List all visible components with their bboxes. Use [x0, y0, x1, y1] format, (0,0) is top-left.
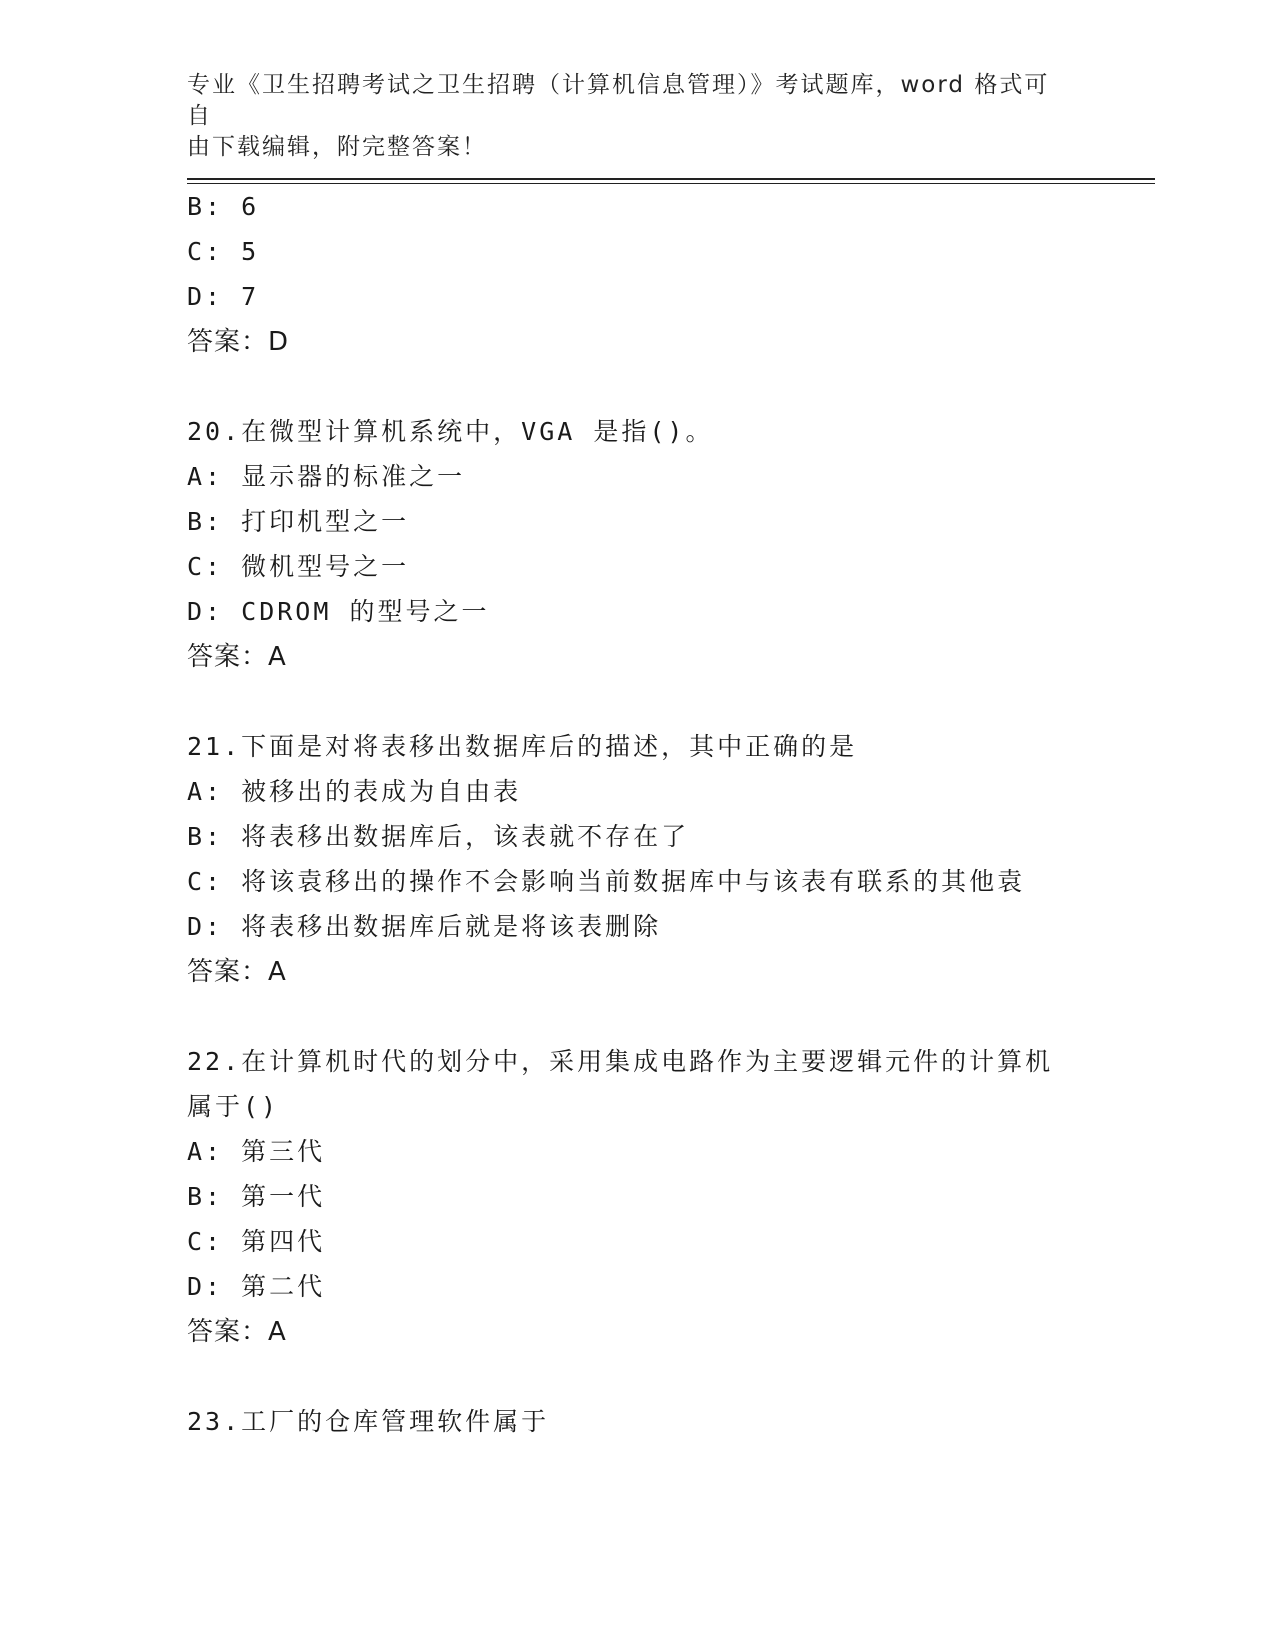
question-21: 21.下面是对将表移出数据库后的描述，其中正确的是: [187, 732, 858, 761]
question-22-option-a: A: 第三代: [187, 1137, 326, 1166]
header-rule-thin: [187, 183, 1155, 184]
question-21-option-a: A: 被移出的表成为自由表: [187, 777, 522, 806]
option-b: B: 6: [187, 192, 260, 221]
header-rule-thick: [187, 178, 1155, 180]
header-line-2: 由下载编辑，附完整答案！: [187, 134, 487, 160]
question-20-option-a: A: 显示器的标准之一: [187, 462, 466, 491]
header-line-1: 专业《卫生招聘考试之卫生招聘（计算机信息管理）》考试题库，word 格式可自: [187, 72, 1050, 129]
option-d: D: 7: [187, 282, 260, 311]
question-21-option-c: C: 将该袁移出的操作不会影响当前数据库中与该表有联系的其他袁: [187, 867, 1026, 896]
question-22-answer: 答案：A: [187, 1317, 287, 1347]
question-23: 23.工厂的仓库管理软件属于: [187, 1407, 550, 1436]
question-22: 22.在计算机时代的划分中，采用集成电路作为主要逻辑元件的计算机: [187, 1047, 1054, 1076]
question-22-option-b: B: 第一代: [187, 1182, 326, 1211]
question-22-option-c: C: 第四代: [187, 1227, 326, 1256]
question-20-option-d: D: CDROM 的型号之一: [187, 597, 490, 626]
question-20-option-c: C: 微机型号之一: [187, 552, 410, 581]
question-20-option-b: B: 打印机型之一: [187, 507, 410, 536]
question-22-continued: 属于(): [187, 1092, 280, 1121]
question-20: 20.在微型计算机系统中，VGA 是指()。: [187, 417, 714, 446]
question-21-option-d: D: 将表移出数据库后就是将该表删除: [187, 912, 662, 941]
option-c: C: 5: [187, 237, 260, 266]
document-header: [187, 70, 1067, 163]
question-21-answer: 答案：A: [187, 957, 287, 987]
answer-line: 答案：D: [187, 327, 290, 357]
question-22-option-d: D: 第二代: [187, 1272, 326, 1301]
question-20-answer: 答案：A: [187, 642, 287, 672]
question-21-option-b: B: 将表移出数据库后，该表就不存在了: [187, 822, 690, 851]
